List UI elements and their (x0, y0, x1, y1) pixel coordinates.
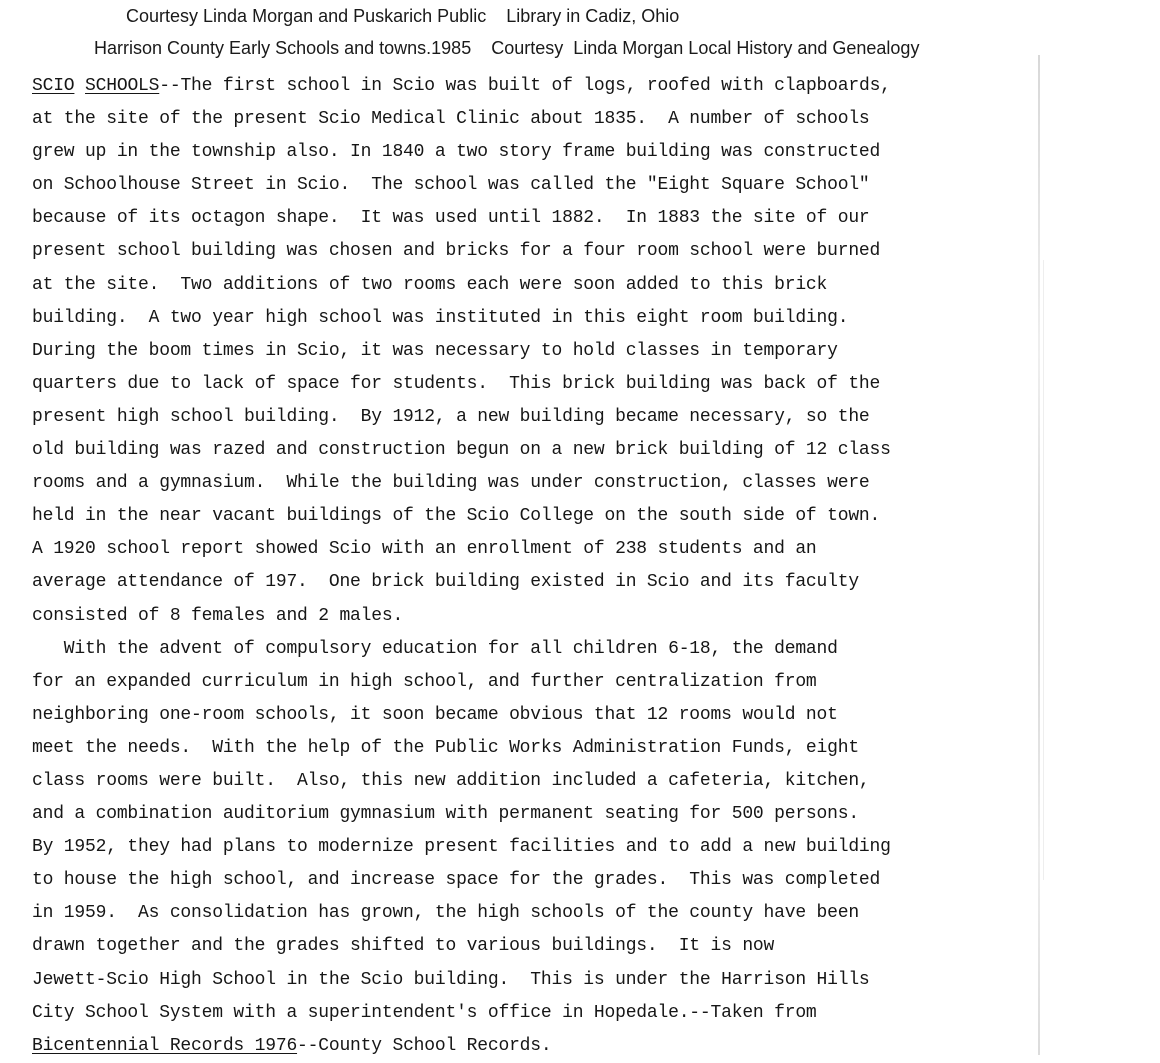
article-line: at the site of the present Scio Medical Clinic about 1835. A number of schools (32, 109, 870, 130)
article-line: because of its octagon shape. It was used until 1882. In 1883 the site of our (32, 208, 870, 229)
scio-schools-article (32, 70, 992, 1063)
scan-edge-shadow (1043, 260, 1044, 880)
article-line: held in the near vacant buildings of the Scio College on the south side of town. (32, 506, 881, 527)
article-first-line (32, 70, 992, 103)
courtesy-header-line-1: Courtesy Linda Morgan and Puskarich Public Library in Cadiz, Ohio (126, 6, 680, 26)
article-last-line-text: --County School Records. (297, 1035, 552, 1056)
article-line: quarters due to lack of space for students. This brick building was back of the (32, 373, 881, 394)
article-title-schools: SCHOOLS (85, 76, 160, 96)
article-line: By 1952, they had plans to modernize present facilities and to add a new building (32, 837, 891, 858)
article-first-line-text: --The first school in Scio was built of logs, roofed with clapboards, (159, 76, 891, 96)
article-line: Jewett-Scio High School in the Scio building. This is under the Harrison Hills (32, 969, 870, 990)
article-title-scio: SCIO (32, 76, 75, 96)
article-line: for an expanded curriculum in high school, and further centralization from (32, 671, 817, 692)
article-line: and a combination auditorium gymnasium with permanent seating for 500 persons. (32, 804, 859, 825)
bicentennial-records-citation: Bicentennial Records 1976 (32, 1035, 298, 1056)
article-line: meet the needs. With the help of the Public Works Administration Funds, eight (32, 737, 859, 758)
article-line: on Schoolhouse Street in Scio. The school was called the "Eight Square School" (32, 175, 870, 196)
article-line: at the site. Two additions of two rooms each were soon added to this brick (32, 274, 828, 295)
article-line: neighboring one-room schools, it soon became obvious that 12 rooms would not (32, 704, 838, 725)
article-line: drawn together and the grades shifted to various buildings. It is now (32, 936, 775, 957)
article-line: grew up in the township also. In 1840 a two story frame building was constructed (32, 142, 881, 163)
article-line: to house the high school, and increase space for the grades. This was completed (32, 870, 881, 891)
article-line: building. A two year high school was instituted in this eight room building. (32, 307, 849, 328)
article-line: With the advent of compulsory education for all children 6-18, the demand (32, 638, 838, 659)
article-line: City School System with a superintendent's office in Hopedale.--Taken from (32, 1002, 817, 1023)
article-line: present school building was chosen and bricks for a four room school were burned (32, 241, 881, 262)
article-line: During the boom times in Scio, it was necessary to hold classes in temporary (32, 340, 838, 361)
scan-edge-line (1038, 55, 1040, 1055)
article-line: present high school building. By 1912, a new building became necessary, so the (32, 406, 870, 427)
article-last-line (32, 1030, 992, 1063)
article-line: old building was razed and construction begun on a new brick building of 12 class (32, 440, 891, 461)
article-line: consisted of 8 females and 2 males. (32, 605, 404, 626)
article-line: in 1959. As consolidation has grown, the high schools of the county have been (32, 903, 859, 924)
article-line: rooms and a gymnasium. While the building was under construction, classes were (32, 473, 870, 494)
article-line: class rooms were built. Also, this new addition included a cafeteria, kitchen, (32, 770, 870, 791)
courtesy-header-line-2: Harrison County Early Schools and towns.1985 Courtesy Linda Morgan Local History and Genealogy (94, 38, 920, 58)
article-line: average attendance of 197. One brick building existed in Scio and its faculty (32, 572, 859, 593)
article-line: A 1920 school report showed Scio with an enrollment of 238 students and an (32, 539, 817, 560)
